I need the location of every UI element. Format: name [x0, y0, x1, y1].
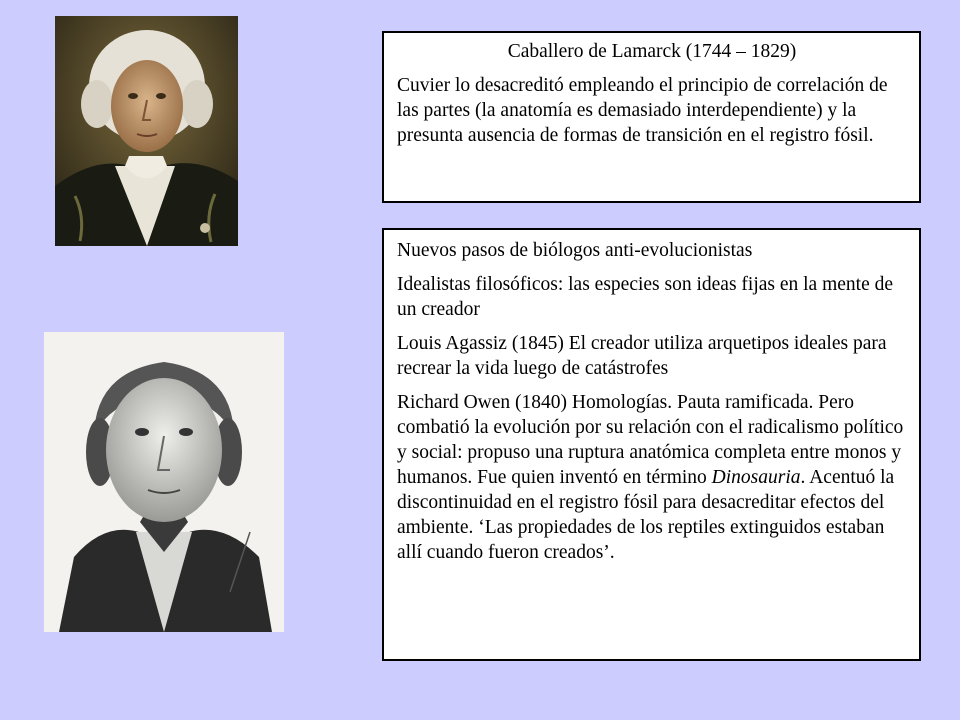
- lamarck-body: Cuvier lo desacreditó empleando el principio de correlación de las partes (la anatomía es demasiado interdependiente) y la presunta ausencia de formas de transición en el registro fósil.: [397, 75, 888, 146]
- lamarck-portrait-icon: [55, 16, 238, 246]
- agassiz-paragraph: Louis Agassiz (1845) El creador utiliza arquetipos ideales para recrear la vida luego de catástrofes: [397, 333, 887, 379]
- owen-text-before: Richard Owen (1840) Homologías. Pauta ramificada. Pero combatió la evolución por su relación con el radicalismo político y social: propuso una ruptura anatómica completa entre monos y humanos. Fue quien inventó en término: [397, 392, 904, 488]
- lamarck-title: Caballero de Lamarck (1744 – 1829): [507, 41, 797, 62]
- anti-heading: Nuevos pasos de biólogos anti-evolucionistas: [397, 240, 753, 261]
- owen-portrait-icon: [44, 332, 284, 632]
- owen-paragraph: [397, 390, 907, 565]
- anti-evolutionists-box: [382, 228, 921, 661]
- owen-text-after: . Acentuó la discontinuidad en el registro fósil para desacreditar efectos del ambiente. ‘Las propiedades de los reptiles extinguidos estaban allí cuando fueron creados’.: [397, 467, 895, 563]
- lamarck-text-box: [382, 31, 921, 203]
- owen-portrait: [44, 332, 284, 632]
- lamarck-portrait: [55, 16, 238, 246]
- owen-term: Dinosauria: [711, 467, 801, 488]
- idealists-paragraph: Idealistas filosóficos: las especies son ideas fijas en la mente de un creador: [397, 274, 894, 320]
